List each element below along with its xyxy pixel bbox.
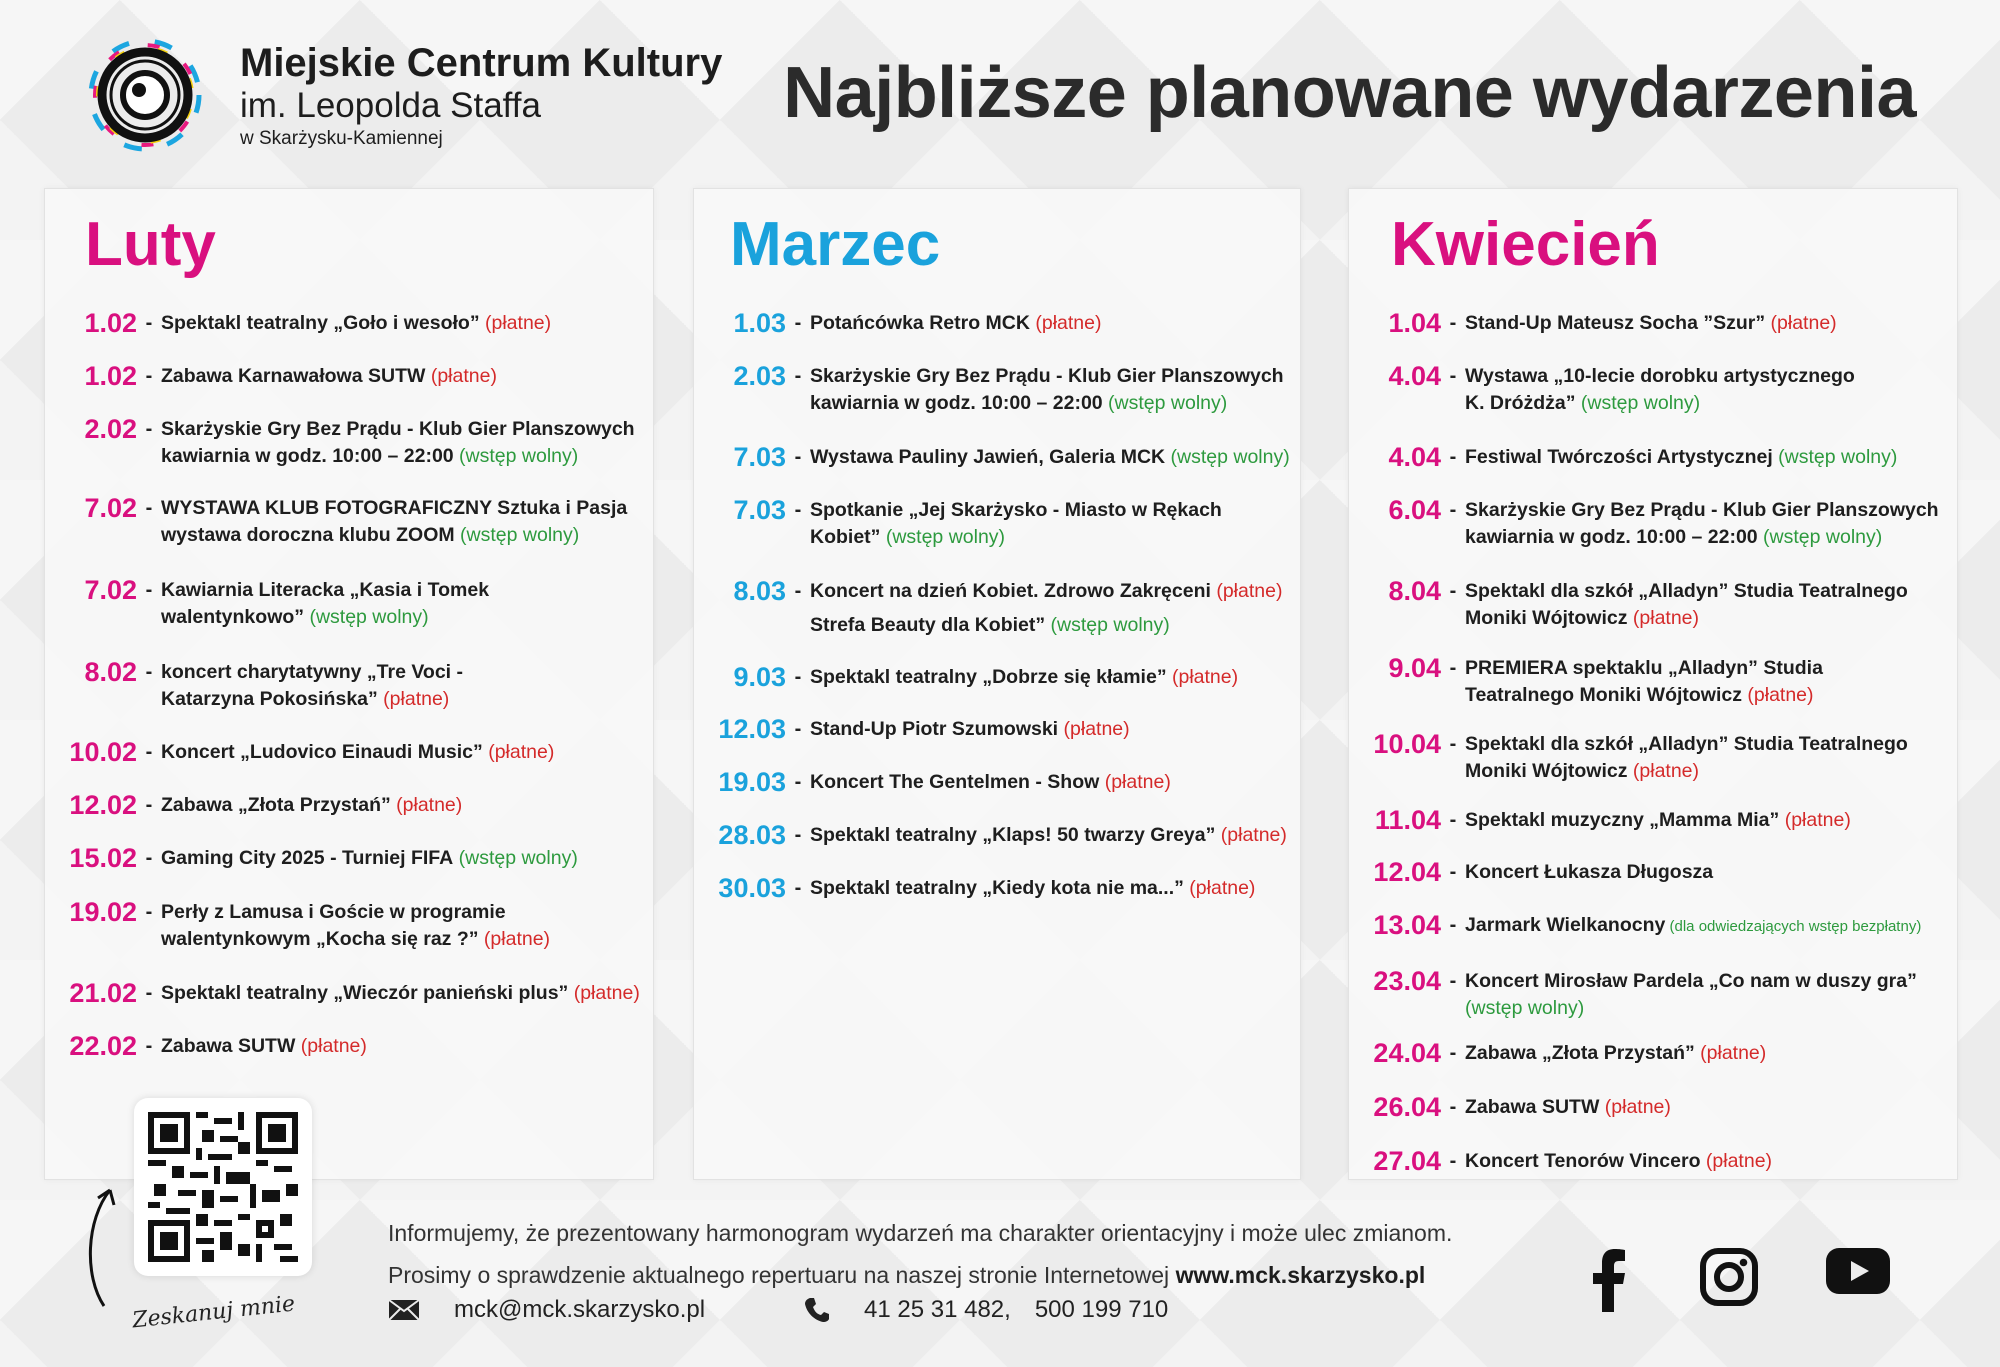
event-dash: - bbox=[1449, 1150, 1457, 1172]
event-date: 1.02 bbox=[84, 308, 137, 338]
event-date: 19.02 bbox=[69, 897, 137, 927]
event-date: 12.03 bbox=[718, 714, 786, 744]
event-title: Spektakl teatralny „Dobrze się kłamie” bbox=[810, 666, 1167, 688]
event-dash: - bbox=[145, 579, 153, 601]
event-item bbox=[45, 844, 653, 872]
event-text bbox=[1465, 806, 1957, 834]
event-admission-tag: (wstęp wolny) bbox=[453, 847, 578, 869]
event-item bbox=[694, 663, 1300, 691]
event-item bbox=[694, 874, 1300, 902]
disclaimer-line1: Informujemy, że prezentowany harmonogram wydarzeń ma charakter orientacyjny i może ulec zmianom. bbox=[388, 1220, 1453, 1246]
event-date: 12.02 bbox=[69, 790, 137, 820]
event-date: 9.04 bbox=[1388, 653, 1441, 683]
month-column-march bbox=[693, 188, 1301, 1180]
event-title: kawiarnia w godz. 10:00 – 22:00 bbox=[810, 392, 1103, 414]
event-admission-tag: (płatne) bbox=[1183, 877, 1256, 899]
event-admission-tag: (wstęp wolny) bbox=[1165, 446, 1290, 468]
event-dash: - bbox=[1449, 1042, 1457, 1064]
event-item bbox=[1349, 806, 1957, 834]
event-admission-tag: (wstęp wolny) bbox=[304, 606, 429, 628]
event-title: Koncert na dzień Kobiet. Zdrowo Zakręceni bbox=[810, 580, 1211, 602]
event-title: Koncert Mirosław Pardela „Co nam w duszy gra” bbox=[1465, 970, 1917, 992]
event-date: 26.04 bbox=[1373, 1092, 1441, 1122]
event-item bbox=[45, 309, 653, 337]
event-title: kawiarnia w godz. 10:00 – 22:00 bbox=[161, 445, 454, 467]
event-text bbox=[1465, 730, 1957, 785]
event-text bbox=[161, 415, 653, 470]
event-item bbox=[1349, 1093, 1957, 1121]
event-item bbox=[45, 1032, 653, 1060]
event-dash: - bbox=[794, 499, 802, 521]
event-date: 2.03 bbox=[733, 361, 786, 391]
event-date: 1.02 bbox=[84, 361, 137, 391]
event-dash: - bbox=[145, 982, 153, 1004]
event-date: 22.02 bbox=[69, 1031, 137, 1061]
event-item bbox=[45, 791, 653, 819]
event-date: 7.02 bbox=[84, 575, 137, 605]
event-admission-tag: (płatne) bbox=[479, 312, 552, 334]
event-title: Skarżyskie Gry Bez Prądu - Klub Gier Planszowych bbox=[810, 365, 1284, 387]
event-text bbox=[161, 576, 653, 631]
event-admission-tag: (wstęp wolny) bbox=[1045, 614, 1170, 636]
event-dash: - bbox=[145, 794, 153, 816]
event-date: 8.02 bbox=[84, 657, 137, 687]
event-date: 7.03 bbox=[733, 495, 786, 525]
event-admission-tag: (płatne) bbox=[568, 982, 640, 1004]
event-item bbox=[45, 576, 653, 631]
event-admission-tag: (płatne) bbox=[1627, 760, 1700, 782]
event-admission-tag: (płatne) bbox=[390, 794, 463, 816]
event-text bbox=[161, 844, 653, 872]
event-item bbox=[694, 715, 1300, 743]
event-text bbox=[810, 496, 1300, 551]
event-admission-tag: (płatne) bbox=[482, 741, 555, 763]
event-text bbox=[1465, 654, 1957, 709]
event-dash: - bbox=[1449, 914, 1457, 936]
event-date: 10.02 bbox=[69, 737, 137, 767]
event-text bbox=[161, 362, 653, 390]
event-admission-tag: (płatne) bbox=[478, 928, 551, 950]
event-title: kawiarnia w godz. 10:00 – 22:00 bbox=[1465, 526, 1758, 548]
event-dash: - bbox=[794, 446, 802, 468]
event-text bbox=[161, 494, 653, 549]
event-text bbox=[161, 898, 653, 953]
event-admission-tag: (płatne) bbox=[1741, 684, 1814, 706]
event-item bbox=[45, 415, 653, 470]
event-title: walentynkowo” bbox=[161, 606, 305, 628]
event-dash: - bbox=[1449, 809, 1457, 831]
contact-phone[interactable] bbox=[804, 1296, 1168, 1324]
event-title: Koncert Tenorów Vincero bbox=[1465, 1150, 1701, 1172]
event-admission-tag: (płatne) bbox=[1700, 1150, 1773, 1172]
event-date: 23.04 bbox=[1373, 966, 1441, 996]
org-name bbox=[240, 40, 722, 152]
event-title: Spotkanie „Jej Skarżysko - Miasto w Rękach bbox=[810, 499, 1222, 521]
event-title: Gaming City 2025 - Turniej FIFA bbox=[161, 847, 454, 869]
event-text bbox=[810, 821, 1300, 849]
event-date: 8.04 bbox=[1388, 576, 1441, 606]
event-admission-tag: (płatne) bbox=[1029, 312, 1102, 334]
contact-email[interactable] bbox=[388, 1296, 705, 1324]
event-date: 10.04 bbox=[1373, 729, 1441, 759]
event-dash: - bbox=[145, 497, 153, 519]
event-title: Spektakl dla szkół „Alladyn” Studia Teatralnego bbox=[1465, 733, 1908, 755]
event-title: Zabawa Karnawałowa SUTW bbox=[161, 365, 426, 387]
event-item bbox=[1349, 1039, 1957, 1067]
event-date: 1.04 bbox=[1388, 308, 1441, 338]
event-item bbox=[1349, 911, 1957, 940]
email-address: mck@mck.skarzysko.pl bbox=[454, 1296, 706, 1323]
event-date: 21.02 bbox=[69, 978, 137, 1008]
event-dash: - bbox=[145, 741, 153, 763]
page-title: Najbliższe planowane wydarzenia bbox=[783, 53, 1916, 133]
scan-me-label: Zeskanuj mnie bbox=[131, 1291, 297, 1334]
event-admission-tag: (płatne) bbox=[1627, 607, 1700, 629]
event-title: Koncert „Ludovico Einaudi Music” bbox=[161, 741, 483, 763]
event-title: WYSTAWA KLUB FOTOGRAFICZNY Sztuka i Pasja bbox=[161, 497, 628, 519]
event-item bbox=[45, 898, 653, 953]
event-text bbox=[1465, 443, 1957, 471]
event-admission-tag: (płatne) bbox=[1210, 580, 1283, 602]
event-title: Koncert The Gentelmen - Show bbox=[810, 771, 1100, 793]
event-text bbox=[810, 663, 1300, 691]
qr-code[interactable] bbox=[134, 1098, 312, 1276]
event-dash: - bbox=[1449, 861, 1457, 883]
event-text bbox=[810, 874, 1300, 902]
event-item bbox=[694, 309, 1300, 337]
event-date: 7.02 bbox=[84, 493, 137, 523]
event-item bbox=[694, 362, 1300, 417]
event-title: Strefa Beauty dla Kobiet” bbox=[810, 614, 1046, 636]
phone-number-2: 500 199 710 bbox=[1034, 1296, 1169, 1323]
event-text bbox=[1465, 1039, 1957, 1067]
event-text bbox=[1465, 1147, 1957, 1175]
event-title: K. Dróżdża” bbox=[1465, 392, 1576, 414]
event-item bbox=[1349, 730, 1957, 785]
event-dash: - bbox=[1449, 657, 1457, 679]
event-title: Koncert Łukasza Długosza bbox=[1465, 861, 1714, 883]
event-title: Katarzyna Pokosińska” bbox=[161, 688, 378, 710]
event-dash: - bbox=[794, 824, 802, 846]
event-admission-tag: (płatne) bbox=[1058, 718, 1130, 740]
youtube-icon[interactable] bbox=[1826, 1248, 1890, 1294]
event-text bbox=[1465, 362, 1957, 417]
website-link[interactable]: www.mck.skarzysko.pl bbox=[1175, 1262, 1426, 1288]
event-dash: - bbox=[1449, 446, 1457, 468]
event-text bbox=[1465, 858, 1957, 886]
event-admission-tag: (płatne) bbox=[1765, 312, 1837, 334]
event-date: 12.04 bbox=[1373, 857, 1441, 887]
instagram-icon[interactable] bbox=[1700, 1248, 1758, 1306]
event-title: Spektakl teatralny „Goło i wesoło” bbox=[161, 312, 480, 334]
event-title: Skarżyskie Gry Bez Prądu - Klub Gier Planszowych bbox=[1465, 499, 1939, 521]
event-item bbox=[694, 768, 1300, 796]
event-admission-tag: (płatne) bbox=[1599, 1096, 1671, 1118]
event-text bbox=[810, 362, 1300, 417]
event-text bbox=[161, 979, 653, 1007]
event-item bbox=[1349, 1147, 1957, 1175]
event-item bbox=[45, 979, 653, 1007]
event-date: 4.04 bbox=[1388, 442, 1441, 472]
event-item bbox=[1349, 654, 1957, 709]
event-title: Festiwal Twórczości Artystycznej bbox=[1465, 446, 1773, 468]
event-dash: - bbox=[1449, 580, 1457, 602]
event-admission-tag: (płatne) bbox=[1694, 1042, 1767, 1064]
event-date: 4.04 bbox=[1388, 361, 1441, 391]
event-dash: - bbox=[794, 666, 802, 688]
event-dash: - bbox=[1449, 733, 1457, 755]
event-admission-tag: (płatne) bbox=[1166, 666, 1239, 688]
event-item bbox=[1349, 443, 1957, 471]
event-title: Wystawa „10-lecie dorobku artystycznego bbox=[1465, 365, 1855, 387]
event-title: wystawa doroczna klubu ZOOM bbox=[161, 524, 455, 546]
event-item bbox=[1349, 577, 1957, 632]
event-admission-tag: (płatne) bbox=[295, 1035, 367, 1057]
event-item bbox=[694, 577, 1300, 645]
event-item bbox=[1349, 967, 1957, 1022]
event-item bbox=[694, 443, 1300, 471]
event-date: 11.04 bbox=[1374, 805, 1441, 835]
event-title: Jarmark Wielkanocny bbox=[1465, 914, 1666, 936]
event-item bbox=[694, 496, 1300, 551]
event-title: Spektakl muzyczny „Mamma Mia” bbox=[1465, 809, 1780, 831]
event-item bbox=[1349, 309, 1957, 337]
event-date: 15.02 bbox=[69, 843, 137, 873]
event-date: 8.03 bbox=[733, 576, 786, 606]
month-title: Luty bbox=[85, 210, 216, 279]
event-dash: - bbox=[145, 901, 153, 923]
event-admission-tag: (wstęp wolny) bbox=[880, 526, 1006, 548]
event-title: Spektakl teatralny „Klaps! 50 twarzy Greya” bbox=[810, 824, 1216, 846]
event-admission-tag: (płatne) bbox=[1099, 771, 1171, 793]
event-date: 6.04 bbox=[1388, 495, 1441, 525]
event-dash: - bbox=[145, 1035, 153, 1057]
event-item bbox=[1349, 496, 1957, 551]
event-admission-tag: (płatne) bbox=[377, 688, 450, 710]
event-title: PREMIERA spektaklu „Alladyn” Studia bbox=[1465, 657, 1823, 679]
event-text bbox=[1465, 1093, 1957, 1121]
envelope-icon bbox=[388, 1299, 420, 1321]
phone-number-1: 41 25 31 482, bbox=[864, 1296, 1011, 1323]
event-title: koncert charytatywny „Tre Voci - bbox=[161, 661, 463, 683]
event-text bbox=[810, 577, 1300, 645]
event-item bbox=[45, 658, 653, 713]
event-title: walentynkowym „Kocha się raz ?” bbox=[161, 928, 479, 950]
event-dash: - bbox=[145, 847, 153, 869]
event-dash: - bbox=[794, 771, 802, 793]
event-title: Kawiarnia Literacka „Kasia i Tomek bbox=[161, 579, 490, 601]
event-admission-tag: (płatne) bbox=[1779, 809, 1851, 831]
org-name-line2: im. Leopolda Staffa bbox=[240, 86, 541, 125]
event-title: Moniki Wójtowicz bbox=[1465, 760, 1628, 782]
event-title: Zabawa SUTW bbox=[161, 1035, 296, 1057]
event-date: 2.02 bbox=[84, 414, 137, 444]
event-admission-tag: (wstęp wolny) bbox=[454, 524, 580, 546]
event-item bbox=[45, 738, 653, 766]
event-dash: - bbox=[794, 877, 802, 899]
org-name-line3: w Skarżysku-Kamiennej bbox=[240, 128, 443, 149]
event-title: Zabawa SUTW bbox=[1465, 1096, 1600, 1118]
event-date: 30.03 bbox=[718, 873, 786, 903]
qr-code-icon bbox=[148, 1112, 298, 1262]
event-admission-tag: (wstęp wolny) bbox=[1575, 392, 1701, 414]
curved-arrow-icon bbox=[80, 1180, 130, 1310]
event-title: Spektakl dla szkół „Alladyn” Studia Teatralnego bbox=[1465, 580, 1908, 602]
phone-icon bbox=[804, 1297, 830, 1323]
event-text bbox=[161, 1032, 653, 1060]
event-item bbox=[1349, 362, 1957, 417]
event-title: Skarżyskie Gry Bez Prądu - Klub Gier Planszowych bbox=[161, 418, 635, 440]
event-text bbox=[161, 309, 653, 337]
month-column-april bbox=[1348, 188, 1958, 1180]
event-dash: - bbox=[1449, 312, 1457, 334]
event-dash: - bbox=[1449, 1096, 1457, 1118]
month-title: Kwiecień bbox=[1391, 210, 1660, 279]
event-dash: - bbox=[145, 661, 153, 683]
event-dash: - bbox=[794, 365, 802, 387]
event-title: Zabawa „Złota Przystań” bbox=[1465, 1042, 1695, 1064]
event-dash: - bbox=[1449, 499, 1457, 521]
event-date: 27.04 bbox=[1373, 1146, 1441, 1176]
event-admission-tag: (płatne) bbox=[1215, 824, 1287, 846]
event-date: 7.03 bbox=[733, 442, 786, 472]
event-text bbox=[1465, 496, 1957, 551]
event-dash: - bbox=[794, 718, 802, 740]
event-title: Perły z Lamusa i Goście w programie bbox=[161, 901, 506, 923]
event-text bbox=[161, 658, 653, 713]
event-text bbox=[810, 715, 1300, 743]
event-text bbox=[1465, 967, 1957, 1022]
event-dash: - bbox=[794, 580, 802, 602]
event-dash: - bbox=[145, 418, 153, 440]
month-column-february bbox=[44, 188, 654, 1180]
event-title: Spektakl teatralny „Kiedy kota nie ma...” bbox=[810, 877, 1184, 899]
event-title: Teatralnego Moniki Wójtowicz bbox=[1465, 684, 1742, 706]
event-title: Spektakl teatralny „Wieczór panieński plus” bbox=[161, 982, 569, 1004]
event-admission-tag: (wstęp wolny) bbox=[1772, 446, 1898, 468]
event-text bbox=[161, 791, 653, 819]
event-admission-tag: (wstęp wolny) bbox=[1465, 997, 1585, 1019]
event-title: Stand-Up Piotr Szumowski bbox=[810, 718, 1059, 740]
event-admission-tag: (wstęp wolny) bbox=[453, 445, 579, 467]
event-text bbox=[161, 738, 653, 766]
mck-logo bbox=[86, 36, 204, 154]
event-title: Wystawa Pauliny Jawień, Galeria MCK bbox=[810, 446, 1166, 468]
event-text bbox=[810, 309, 1300, 337]
month-title: Marzec bbox=[730, 210, 941, 279]
event-dash: - bbox=[794, 312, 802, 334]
event-dash: - bbox=[145, 312, 153, 334]
event-text bbox=[1465, 911, 1957, 940]
event-date: 1.03 bbox=[733, 308, 786, 338]
event-item bbox=[694, 821, 1300, 849]
event-date: 24.04 bbox=[1373, 1038, 1441, 1068]
org-name-line1: Miejskie Centrum Kultury bbox=[240, 41, 723, 85]
event-item bbox=[1349, 858, 1957, 886]
event-text bbox=[1465, 577, 1957, 632]
event-title: Kobiet” bbox=[810, 526, 881, 548]
disclaimer-note bbox=[388, 1212, 1452, 1296]
event-item bbox=[45, 362, 653, 390]
event-admission-tag: (płatne) bbox=[425, 365, 497, 387]
event-dash: - bbox=[145, 365, 153, 387]
event-date: 19.03 bbox=[718, 767, 786, 797]
event-text bbox=[810, 443, 1300, 471]
event-title: Zabawa „Złota Przystań” bbox=[161, 794, 391, 816]
event-title: Stand-Up Mateusz Socha ”Szur” bbox=[1465, 312, 1766, 334]
event-text bbox=[810, 768, 1300, 796]
event-title: Moniki Wójtowicz bbox=[1465, 607, 1628, 629]
event-dash: - bbox=[1449, 365, 1457, 387]
event-admission-tag: (dla odwiedzających wstęp bezpłatny) bbox=[1665, 918, 1922, 935]
event-date: 9.03 bbox=[733, 662, 786, 692]
event-admission-tag: (wstęp wolny) bbox=[1757, 526, 1883, 548]
facebook-icon[interactable] bbox=[1592, 1248, 1626, 1312]
event-date: 13.04 bbox=[1373, 910, 1441, 940]
event-date: 28.03 bbox=[718, 820, 786, 850]
event-dash: - bbox=[1449, 970, 1457, 992]
event-text bbox=[1465, 309, 1957, 337]
event-admission-tag: (wstęp wolny) bbox=[1102, 392, 1228, 414]
disclaimer-line2: Prosimy o sprawdzenie aktualnego repertuaru na naszej stronie Internetowej www.mck.skarzysko.pl bbox=[388, 1262, 1426, 1288]
event-title: Potańcówka Retro MCK bbox=[810, 312, 1030, 334]
event-item bbox=[45, 494, 653, 549]
